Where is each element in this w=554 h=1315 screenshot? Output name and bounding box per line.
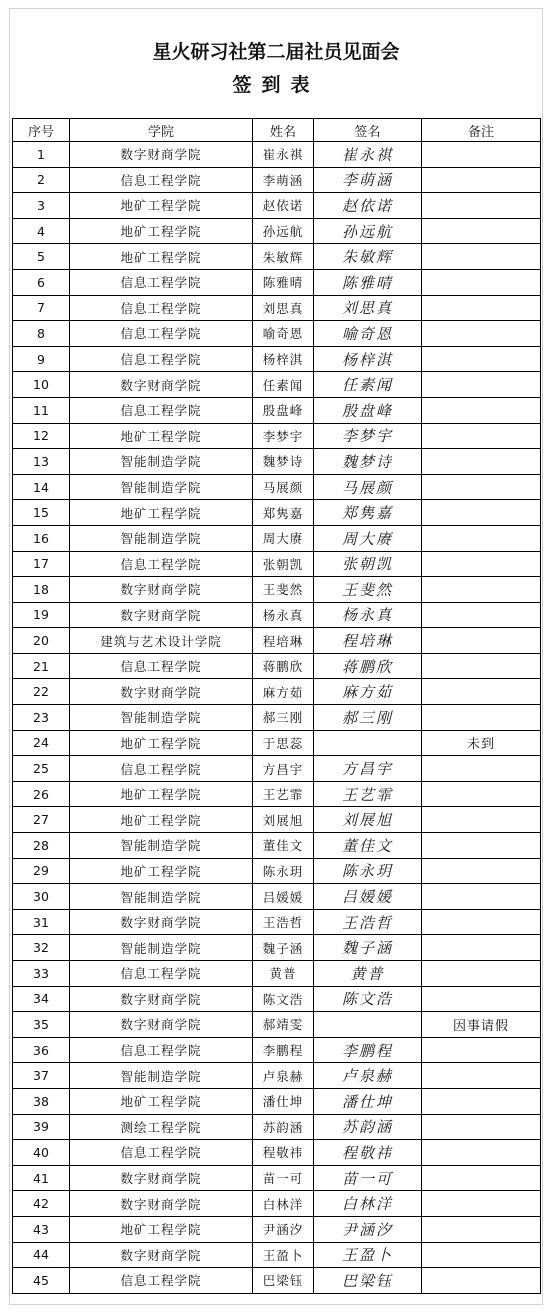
- remark-cell: [422, 833, 541, 859]
- row-number: 41: [13, 1165, 70, 1191]
- signature-cell: 魏子涵: [314, 935, 422, 961]
- signature-cell: 郝三刚: [314, 705, 422, 731]
- table-row: [13, 142, 541, 168]
- college-cell: 智能制造学院: [70, 705, 253, 731]
- row-number: 34: [13, 986, 70, 1012]
- college-cell: 数字财商学院: [70, 1165, 253, 1191]
- college-cell: 地矿工程学院: [70, 1216, 253, 1242]
- name-cell: 张朝凯: [253, 551, 314, 577]
- name-cell: 苗一可: [253, 1165, 314, 1191]
- name-cell: 任素闻: [253, 372, 314, 398]
- college-cell: 信息工程学院: [70, 961, 253, 987]
- college-cell: 信息工程学院: [70, 321, 253, 347]
- row-number: 4: [13, 218, 70, 244]
- name-cell: 刘展旭: [253, 807, 314, 833]
- table-row: [13, 474, 541, 500]
- college-cell: 信息工程学院: [70, 1037, 253, 1063]
- column-header-signature: 签名: [314, 119, 422, 142]
- remark-cell: [422, 705, 541, 731]
- name-cell: 巴梁钰: [253, 1268, 314, 1294]
- row-number: 15: [13, 500, 70, 526]
- table-row: [13, 1165, 541, 1191]
- table-row: [13, 961, 541, 987]
- name-cell: 孙远航: [253, 218, 314, 244]
- signature-cell: 李梦宇: [314, 423, 422, 449]
- row-number: 25: [13, 756, 70, 782]
- name-cell: 陈雅晴: [253, 269, 314, 295]
- signature-cell: 崔永祺: [314, 142, 422, 168]
- row-number: 3: [13, 193, 70, 219]
- remark-cell: [422, 628, 541, 654]
- remark-cell: [422, 269, 541, 295]
- name-cell: 杨永真: [253, 602, 314, 628]
- remark-cell: [422, 781, 541, 807]
- remark-cell: [422, 1114, 541, 1140]
- name-cell: 陈文浩: [253, 986, 314, 1012]
- name-cell: 王浩哲: [253, 909, 314, 935]
- row-number: 24: [13, 730, 70, 756]
- name-cell: 李萌涵: [253, 167, 314, 193]
- name-cell: 喻奇恩: [253, 321, 314, 347]
- college-cell: 信息工程学院: [70, 167, 253, 193]
- name-cell: 赵依诺: [253, 193, 314, 219]
- college-cell: 智能制造学院: [70, 833, 253, 859]
- remark-cell: [422, 986, 541, 1012]
- row-number: 5: [13, 244, 70, 270]
- table-row: [13, 193, 541, 219]
- row-number: 11: [13, 397, 70, 423]
- row-number: 8: [13, 321, 70, 347]
- remark-cell: [422, 858, 541, 884]
- remark-cell: [422, 449, 541, 475]
- table-row: [13, 269, 541, 295]
- signature-cell: 刘展旭: [314, 807, 422, 833]
- table-row: [13, 500, 541, 526]
- signature-cell: 黄普: [314, 961, 422, 987]
- remark-cell: 未到: [422, 730, 541, 756]
- remark-cell: [422, 1268, 541, 1294]
- column-header-no: 序号: [13, 119, 70, 142]
- college-cell: 地矿工程学院: [70, 193, 253, 219]
- row-number: 27: [13, 807, 70, 833]
- college-cell: 数字财商学院: [70, 909, 253, 935]
- remark-cell: [422, 1063, 541, 1089]
- table-row: [13, 705, 541, 731]
- row-number: 29: [13, 858, 70, 884]
- remark-cell: [422, 1140, 541, 1166]
- signature-cell: 任素闻: [314, 372, 422, 398]
- college-cell: 测绘工程学院: [70, 1114, 253, 1140]
- signature-cell: 杨梓淇: [314, 346, 422, 372]
- remark-cell: [422, 884, 541, 910]
- row-number: 22: [13, 679, 70, 705]
- table-row: [13, 884, 541, 910]
- remark-cell: [422, 602, 541, 628]
- name-cell: 周大赓: [253, 525, 314, 551]
- table-row: [13, 1216, 541, 1242]
- remark-cell: [422, 551, 541, 577]
- column-header-name: 姓名: [253, 119, 314, 142]
- row-number: 37: [13, 1063, 70, 1089]
- college-cell: 地矿工程学院: [70, 730, 253, 756]
- name-cell: 殷盘峰: [253, 397, 314, 423]
- remark-cell: [422, 577, 541, 603]
- sign-in-sheet: [9, 8, 543, 1305]
- signature-cell: 巴梁钰: [314, 1268, 422, 1294]
- college-cell: 智能制造学院: [70, 474, 253, 500]
- table-row: [13, 1063, 541, 1089]
- name-cell: 王艺霏: [253, 781, 314, 807]
- row-number: 18: [13, 577, 70, 603]
- name-cell: 方昌宇: [253, 756, 314, 782]
- college-cell: 智能制造学院: [70, 449, 253, 475]
- table-row: [13, 167, 541, 193]
- table-row: [13, 1012, 541, 1038]
- name-cell: 黄普: [253, 961, 314, 987]
- table-row: [13, 1114, 541, 1140]
- signature-cell: 魏梦诗: [314, 449, 422, 475]
- row-number: 6: [13, 269, 70, 295]
- signature-cell: 方昌宇: [314, 756, 422, 782]
- remark-cell: [422, 167, 541, 193]
- table-row: [13, 525, 541, 551]
- college-cell: 数字财商学院: [70, 1242, 253, 1268]
- name-cell: 崔永祺: [253, 142, 314, 168]
- signature-cell: 程培琳: [314, 628, 422, 654]
- table-row: [13, 986, 541, 1012]
- signature-cell: 蒋鹏欣: [314, 653, 422, 679]
- table-row: [13, 346, 541, 372]
- table-body: [13, 142, 541, 1294]
- table-row: [13, 909, 541, 935]
- sheet-title: 星火研习社第二届社员见面会: [152, 41, 400, 63]
- college-cell: 数字财商学院: [70, 1012, 253, 1038]
- college-cell: 信息工程学院: [70, 269, 253, 295]
- row-number: 35: [13, 1012, 70, 1038]
- row-number: 12: [13, 423, 70, 449]
- name-cell: 王斐然: [253, 577, 314, 603]
- remark-cell: [422, 295, 541, 321]
- remark-cell: [422, 193, 541, 219]
- remark-cell: [422, 525, 541, 551]
- sheet-header: [10, 9, 542, 115]
- signature-cell: 吕媛媛: [314, 884, 422, 910]
- row-number: 16: [13, 525, 70, 551]
- table-row: [13, 628, 541, 654]
- name-cell: 杨梓淇: [253, 346, 314, 372]
- remark-cell: [422, 756, 541, 782]
- remark-cell: [422, 1191, 541, 1217]
- college-cell: 信息工程学院: [70, 551, 253, 577]
- college-cell: 信息工程学院: [70, 295, 253, 321]
- table-row: [13, 218, 541, 244]
- signature-cell: 喻奇恩: [314, 321, 422, 347]
- table-row: [13, 321, 541, 347]
- college-cell: 智能制造学院: [70, 1063, 253, 1089]
- signature-cell: 王斐然: [314, 577, 422, 603]
- row-number: 14: [13, 474, 70, 500]
- name-cell: 吕媛媛: [253, 884, 314, 910]
- table-row: [13, 833, 541, 859]
- college-cell: 数字财商学院: [70, 679, 253, 705]
- table-row: [13, 653, 541, 679]
- row-number: 45: [13, 1268, 70, 1294]
- remark-cell: [422, 935, 541, 961]
- remark-cell: [422, 1216, 541, 1242]
- name-cell: 蒋鹏欣: [253, 653, 314, 679]
- row-number: 32: [13, 935, 70, 961]
- college-cell: 地矿工程学院: [70, 218, 253, 244]
- remark-cell: [422, 1037, 541, 1063]
- row-number: 28: [13, 833, 70, 859]
- remark-cell: [422, 909, 541, 935]
- row-number: 39: [13, 1114, 70, 1140]
- table-row: [13, 1088, 541, 1114]
- row-number: 1: [13, 142, 70, 168]
- column-header-remark: 备注: [422, 119, 541, 142]
- row-number: 20: [13, 628, 70, 654]
- signature-cell: 李萌涵: [314, 167, 422, 193]
- remark-cell: [422, 1088, 541, 1114]
- name-cell: 魏梦诗: [253, 449, 314, 475]
- row-number: 9: [13, 346, 70, 372]
- signature-cell: 刘思真: [314, 295, 422, 321]
- signature-cell: 张朝凯: [314, 551, 422, 577]
- signature-cell: 白林洋: [314, 1191, 422, 1217]
- table-row: [13, 1268, 541, 1294]
- college-cell: 数字财商学院: [70, 602, 253, 628]
- name-cell: 白林洋: [253, 1191, 314, 1217]
- row-number: 31: [13, 909, 70, 935]
- name-cell: 郝三刚: [253, 705, 314, 731]
- remark-cell: [422, 423, 541, 449]
- college-cell: 数字财商学院: [70, 142, 253, 168]
- remark-cell: [422, 1242, 541, 1268]
- college-cell: 信息工程学院: [70, 397, 253, 423]
- name-cell: 董佳文: [253, 833, 314, 859]
- table-row: [13, 935, 541, 961]
- college-cell: 地矿工程学院: [70, 807, 253, 833]
- college-cell: 地矿工程学院: [70, 244, 253, 270]
- table-row: [13, 449, 541, 475]
- table-row: [13, 679, 541, 705]
- row-number: 30: [13, 884, 70, 910]
- signature-cell: 陈永玥: [314, 858, 422, 884]
- college-cell: 智能制造学院: [70, 525, 253, 551]
- table-row: [13, 295, 541, 321]
- college-cell: 信息工程学院: [70, 653, 253, 679]
- signature-cell: 周大赓: [314, 525, 422, 551]
- signature-cell: 马展颜: [314, 474, 422, 500]
- signature-cell: 王浩哲: [314, 909, 422, 935]
- name-cell: 麻方茹: [253, 679, 314, 705]
- sheet-subtitle: 签到表: [232, 74, 320, 96]
- table-row: [13, 781, 541, 807]
- table-row: [13, 244, 541, 270]
- signature-cell: 陈雅晴: [314, 269, 422, 295]
- name-cell: 陈永玥: [253, 858, 314, 884]
- row-number: 2: [13, 167, 70, 193]
- college-cell: 信息工程学院: [70, 756, 253, 782]
- sign-in-table: [12, 118, 541, 1294]
- remark-cell: [422, 679, 541, 705]
- signature-cell: 王盈卜: [314, 1242, 422, 1268]
- row-number: 17: [13, 551, 70, 577]
- college-cell: 信息工程学院: [70, 1140, 253, 1166]
- signature-cell: 赵依诺: [314, 193, 422, 219]
- signature-cell: 殷盘峰: [314, 397, 422, 423]
- signature-cell: 苗一可: [314, 1165, 422, 1191]
- signature-cell: [314, 1012, 422, 1038]
- signature-cell: 卢泉赫: [314, 1063, 422, 1089]
- row-number: 26: [13, 781, 70, 807]
- row-number: 10: [13, 372, 70, 398]
- table-row: [13, 372, 541, 398]
- table-row: [13, 397, 541, 423]
- name-cell: 马展颜: [253, 474, 314, 500]
- remark-cell: [422, 807, 541, 833]
- name-cell: 潘仕坤: [253, 1088, 314, 1114]
- signature-cell: 董佳文: [314, 833, 422, 859]
- signature-cell: [314, 730, 422, 756]
- table-row: [13, 602, 541, 628]
- remark-cell: [422, 653, 541, 679]
- name-cell: 程敬祎: [253, 1140, 314, 1166]
- name-cell: 郑隽嘉: [253, 500, 314, 526]
- remark-cell: [422, 474, 541, 500]
- name-cell: 程培琳: [253, 628, 314, 654]
- college-cell: 地矿工程学院: [70, 423, 253, 449]
- name-cell: 魏子涵: [253, 935, 314, 961]
- row-number: 43: [13, 1216, 70, 1242]
- row-number: 19: [13, 602, 70, 628]
- signature-cell: 陈文浩: [314, 986, 422, 1012]
- table-row: [13, 577, 541, 603]
- row-number: 33: [13, 961, 70, 987]
- name-cell: 朱敏辉: [253, 244, 314, 270]
- signature-cell: 杨永真: [314, 602, 422, 628]
- college-cell: 数字财商学院: [70, 986, 253, 1012]
- row-number: 23: [13, 705, 70, 731]
- college-cell: 地矿工程学院: [70, 500, 253, 526]
- remark-cell: 因事请假: [422, 1012, 541, 1038]
- college-cell: 数字财商学院: [70, 577, 253, 603]
- college-cell: 数字财商学院: [70, 372, 253, 398]
- name-cell: 于思蕊: [253, 730, 314, 756]
- remark-cell: [422, 218, 541, 244]
- remark-cell: [422, 321, 541, 347]
- remark-cell: [422, 244, 541, 270]
- signature-cell: 李鹏程: [314, 1037, 422, 1063]
- name-cell: 卢泉赫: [253, 1063, 314, 1089]
- row-number: 44: [13, 1242, 70, 1268]
- signature-cell: 孙远航: [314, 218, 422, 244]
- college-cell: 数字财商学院: [70, 1191, 253, 1217]
- signature-cell: 尹涵汐: [314, 1216, 422, 1242]
- table-row: [13, 1242, 541, 1268]
- table-header-row: [13, 119, 541, 142]
- college-cell: 信息工程学院: [70, 1268, 253, 1294]
- table-row: [13, 756, 541, 782]
- name-cell: 李鹏程: [253, 1037, 314, 1063]
- college-cell: 地矿工程学院: [70, 1088, 253, 1114]
- signature-cell: 朱敏辉: [314, 244, 422, 270]
- table-row: [13, 551, 541, 577]
- row-number: 21: [13, 653, 70, 679]
- signature-cell: 郑隽嘉: [314, 500, 422, 526]
- remark-cell: [422, 500, 541, 526]
- name-cell: 王盈卜: [253, 1242, 314, 1268]
- college-cell: 智能制造学院: [70, 935, 253, 961]
- signature-cell: 麻方茹: [314, 679, 422, 705]
- table-row: [13, 1191, 541, 1217]
- remark-cell: [422, 142, 541, 168]
- name-cell: 刘思真: [253, 295, 314, 321]
- name-cell: 郝靖雯: [253, 1012, 314, 1038]
- name-cell: 李梦宇: [253, 423, 314, 449]
- signature-cell: 潘仕坤: [314, 1088, 422, 1114]
- table-row: [13, 1037, 541, 1063]
- remark-cell: [422, 372, 541, 398]
- table-row: [13, 1140, 541, 1166]
- row-number: 13: [13, 449, 70, 475]
- table-row: [13, 423, 541, 449]
- signature-cell: 王艺霏: [314, 781, 422, 807]
- row-number: 40: [13, 1140, 70, 1166]
- signature-cell: 苏韵涵: [314, 1114, 422, 1140]
- college-cell: 地矿工程学院: [70, 858, 253, 884]
- signature-cell: 程敬祎: [314, 1140, 422, 1166]
- row-number: 7: [13, 295, 70, 321]
- row-number: 42: [13, 1191, 70, 1217]
- remark-cell: [422, 1165, 541, 1191]
- college-cell: 信息工程学院: [70, 346, 253, 372]
- remark-cell: [422, 397, 541, 423]
- remark-cell: [422, 346, 541, 372]
- college-cell: 建筑与艺术设计学院: [70, 628, 253, 654]
- row-number: 38: [13, 1088, 70, 1114]
- college-cell: 智能制造学院: [70, 884, 253, 910]
- table-row: [13, 730, 541, 756]
- college-cell: 地矿工程学院: [70, 781, 253, 807]
- remark-cell: [422, 961, 541, 987]
- name-cell: 苏韵涵: [253, 1114, 314, 1140]
- column-header-college: 学院: [70, 119, 253, 142]
- row-number: 36: [13, 1037, 70, 1063]
- name-cell: 尹涵汐: [253, 1216, 314, 1242]
- table-row: [13, 807, 541, 833]
- table-row: [13, 858, 541, 884]
